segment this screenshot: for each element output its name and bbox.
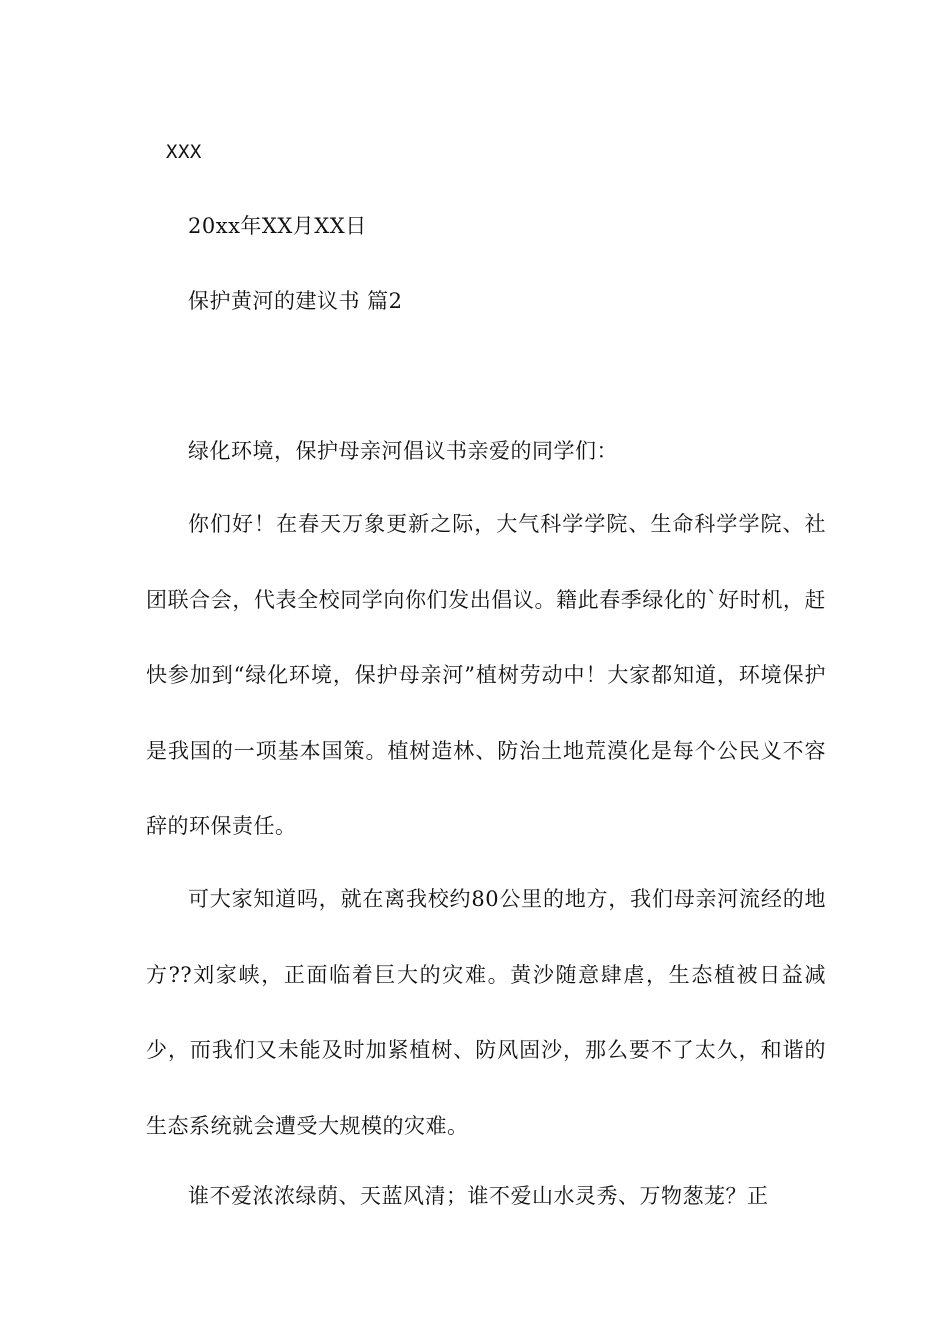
- paragraph-closing: 谁不爱浓浓绿荫、天蓝风清；谁不爱山水灵秀、万物葱茏？正: [188, 1184, 769, 1208]
- section-title: 保护黄河的建议书 篇2: [188, 289, 403, 313]
- paragraph-liujiaxia: 可大家知道吗，就在离我校约80公里的地方，我们母亲河流经的地方??刘家峡，正面临着巨大的灾难。黄沙随意肆虐，生态植被日益减少，而我们又未能及时加紧植树、防风固沙，那么要不了太久，和谐的生态系统就会遭受大规模的灾难。: [146, 887, 826, 1138]
- salutation: 绿化环境，保护母亲河倡议书亲爱的同学们：: [188, 439, 618, 463]
- letter-date: 20xx年XX月XX日: [188, 214, 367, 238]
- paragraph-greeting: 你们好！在春天万象更新之际，大气科学学院、生命科学学院、社团联合会，代表全校同学向你们发出倡议。籍此春季绿化的`好时机，赶快参加到“绿化环境，保护母亲河”植树劳动中！大家都知道，环境保护是我国的一项基本国策。植树造林、防治土地荒漠化是每个公民义不容辞的环保责任。: [146, 512, 826, 838]
- signer-name: XXX: [166, 141, 202, 163]
